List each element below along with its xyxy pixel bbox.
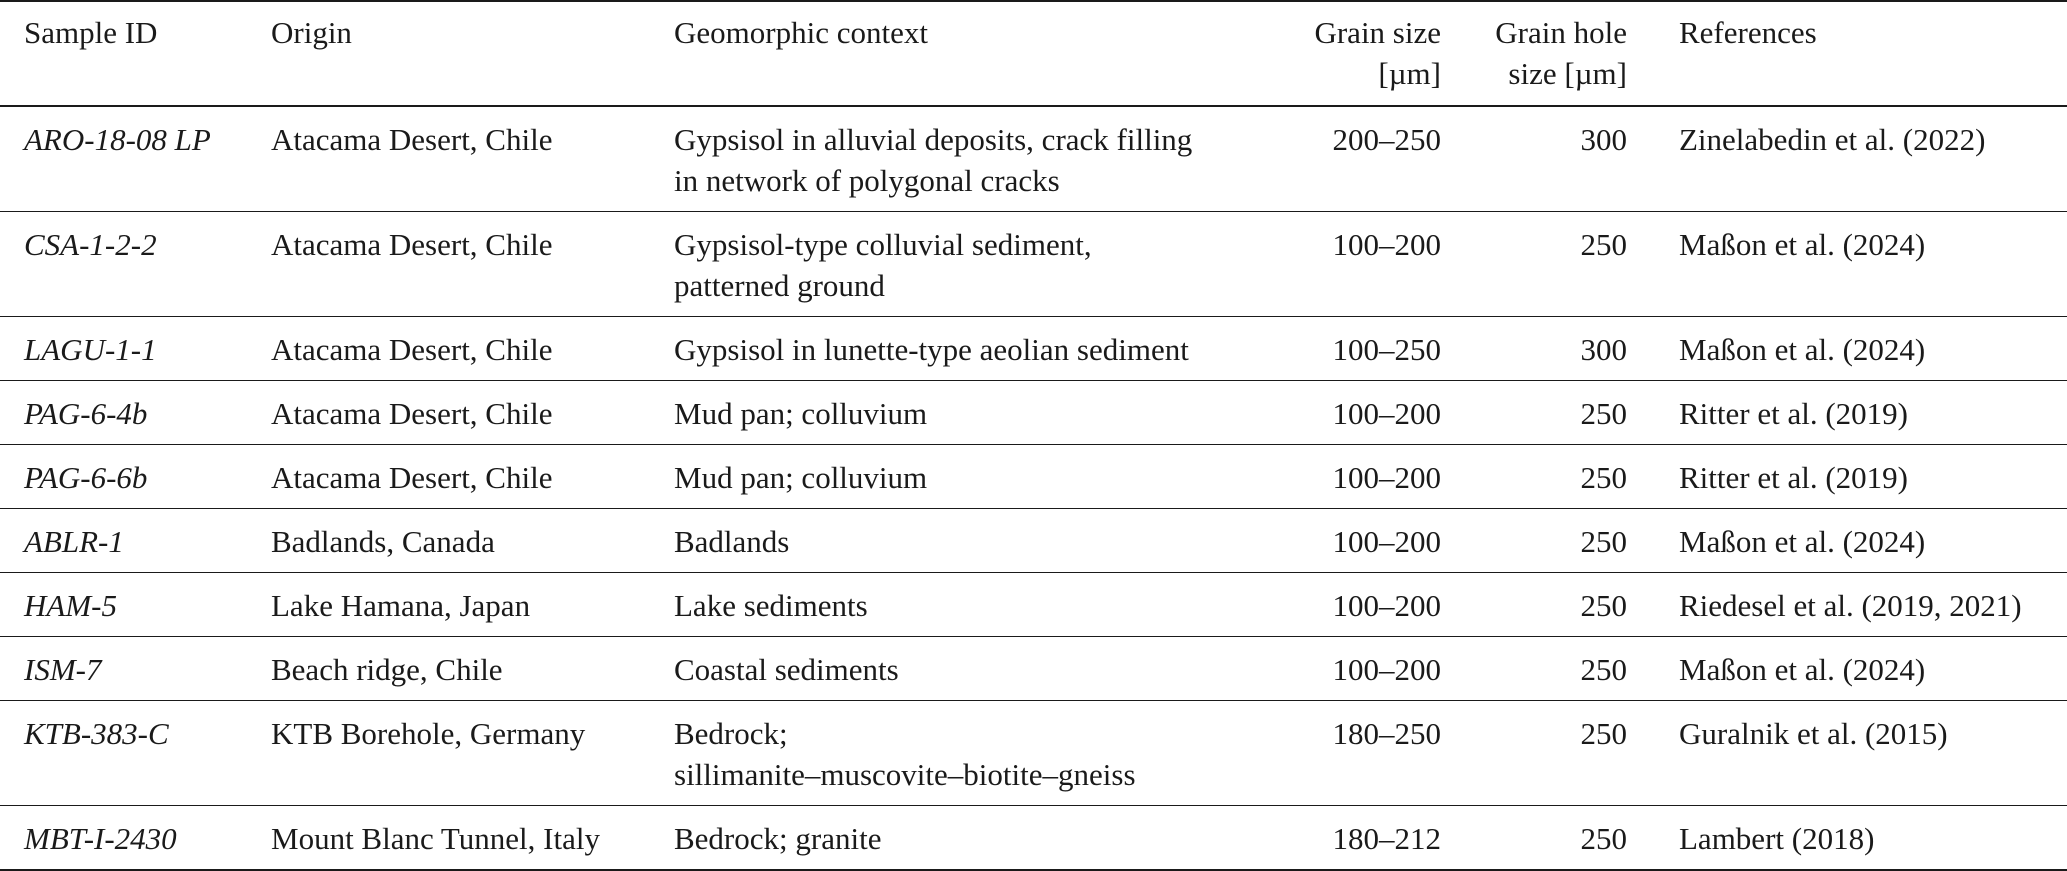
cell-origin: Beach ridge, Chile bbox=[271, 652, 503, 687]
header-sample-id: Sample ID bbox=[24, 15, 158, 50]
cell-context: Gypsisol in alluvial deposits, crack filling in network of polygonal cracks bbox=[674, 122, 1193, 198]
cell-hole-size: 300 bbox=[1580, 332, 1627, 367]
cell-context: Mud pan; colluvium bbox=[674, 396, 928, 431]
table-body bbox=[0, 106, 2067, 870]
cell-context: Bedrock; granite bbox=[674, 821, 882, 856]
header-geomorphic-context: Geomorphic context bbox=[674, 15, 928, 50]
cell-context: Bedrock; sillimanite–muscovite–biotite–gneiss bbox=[674, 716, 1136, 792]
table-row bbox=[0, 106, 2067, 212]
cell-hole-size: 250 bbox=[1580, 460, 1627, 495]
cell-hole-size: 250 bbox=[1580, 396, 1627, 431]
cell-sample-id: PAG-6-6b bbox=[24, 460, 148, 495]
table-row bbox=[0, 806, 2067, 871]
cell-sample-id: KTB-383-C bbox=[24, 716, 169, 751]
cell-context: Badlands bbox=[674, 524, 790, 559]
table-row bbox=[0, 317, 2067, 381]
cell-origin: Atacama Desert, Chile bbox=[271, 396, 553, 431]
cell-hole-size: 250 bbox=[1580, 821, 1627, 856]
cell-grain-size: 180–212 bbox=[1332, 821, 1441, 856]
cell-context: Gypsisol-type colluvial sediment, patterned ground bbox=[674, 227, 1092, 303]
cell-grain-size: 100–250 bbox=[1332, 332, 1441, 367]
cell-hole-size: 300 bbox=[1580, 122, 1627, 157]
table-row bbox=[0, 573, 2067, 637]
cell-grain-size: 100–200 bbox=[1332, 524, 1441, 559]
cell-reference: Maßon et al. (2024) bbox=[1679, 227, 1926, 262]
cell-reference: Guralnik et al. (2015) bbox=[1679, 716, 1948, 751]
header-references: References bbox=[1679, 15, 1817, 50]
cell-origin: Mount Blanc Tunnel, Italy bbox=[271, 821, 600, 856]
cell-sample-id: ISM-7 bbox=[24, 652, 102, 687]
cell-reference: Lambert (2018) bbox=[1679, 821, 1875, 856]
cell-origin: Atacama Desert, Chile bbox=[271, 460, 553, 495]
cell-hole-size: 250 bbox=[1580, 716, 1627, 751]
table-row bbox=[0, 445, 2067, 509]
cell-reference: Riedesel et al. (2019, 2021) bbox=[1679, 588, 2022, 623]
header-origin: Origin bbox=[271, 15, 352, 50]
cell-sample-id: CSA-1-2-2 bbox=[24, 227, 157, 262]
cell-grain-size: 100–200 bbox=[1332, 652, 1441, 687]
cell-sample-id: HAM-5 bbox=[24, 588, 117, 623]
table-row bbox=[0, 381, 2067, 445]
header-grain-hole-size: Grain hole size [µm] bbox=[1495, 15, 1627, 91]
cell-origin: Lake Hamana, Japan bbox=[271, 588, 531, 623]
table-row bbox=[0, 212, 2067, 317]
cell-origin: Atacama Desert, Chile bbox=[271, 227, 553, 262]
cell-sample-id: LAGU-1-1 bbox=[24, 332, 157, 367]
cell-context: Coastal sediments bbox=[674, 652, 899, 687]
cell-grain-size: 100–200 bbox=[1332, 227, 1441, 262]
cell-context: Gypsisol in lunette-type aeolian sediment bbox=[674, 332, 1189, 367]
cell-hole-size: 250 bbox=[1580, 588, 1627, 623]
cell-context: Mud pan; colluvium bbox=[674, 460, 928, 495]
cell-reference: Maßon et al. (2024) bbox=[1679, 652, 1926, 687]
cell-origin: Atacama Desert, Chile bbox=[271, 332, 553, 367]
cell-reference: Maßon et al. (2024) bbox=[1679, 332, 1926, 367]
cell-sample-id: ABLR-1 bbox=[24, 524, 124, 559]
table-row bbox=[0, 701, 2067, 806]
cell-origin: KTB Borehole, Germany bbox=[271, 716, 586, 751]
cell-reference: Ritter et al. (2019) bbox=[1679, 396, 1908, 431]
cell-reference: Maßon et al. (2024) bbox=[1679, 524, 1926, 559]
cell-context: Lake sediments bbox=[674, 588, 868, 623]
cell-hole-size: 250 bbox=[1580, 652, 1627, 687]
header-grain-size: Grain size [µm] bbox=[1314, 15, 1441, 91]
cell-hole-size: 250 bbox=[1580, 227, 1627, 262]
cell-sample-id: PAG-6-4b bbox=[24, 396, 148, 431]
cell-origin: Atacama Desert, Chile bbox=[271, 122, 553, 157]
cell-grain-size: 100–200 bbox=[1332, 588, 1441, 623]
table-row bbox=[0, 509, 2067, 573]
cell-grain-size: 100–200 bbox=[1332, 460, 1441, 495]
cell-reference: Ritter et al. (2019) bbox=[1679, 460, 1908, 495]
header-row bbox=[0, 1, 2067, 106]
table-header bbox=[0, 1, 2067, 106]
cell-grain-size: 180–250 bbox=[1332, 716, 1441, 751]
table-row bbox=[0, 637, 2067, 701]
cell-sample-id: ARO-18-08 LP bbox=[24, 122, 211, 157]
cell-reference: Zinelabedin et al. (2022) bbox=[1679, 122, 1986, 157]
cell-sample-id: MBT-I-2430 bbox=[24, 821, 177, 856]
cell-grain-size: 200–250 bbox=[1332, 122, 1441, 157]
cell-hole-size: 250 bbox=[1580, 524, 1627, 559]
cell-origin: Badlands, Canada bbox=[271, 524, 495, 559]
cell-grain-size: 100–200 bbox=[1332, 396, 1441, 431]
